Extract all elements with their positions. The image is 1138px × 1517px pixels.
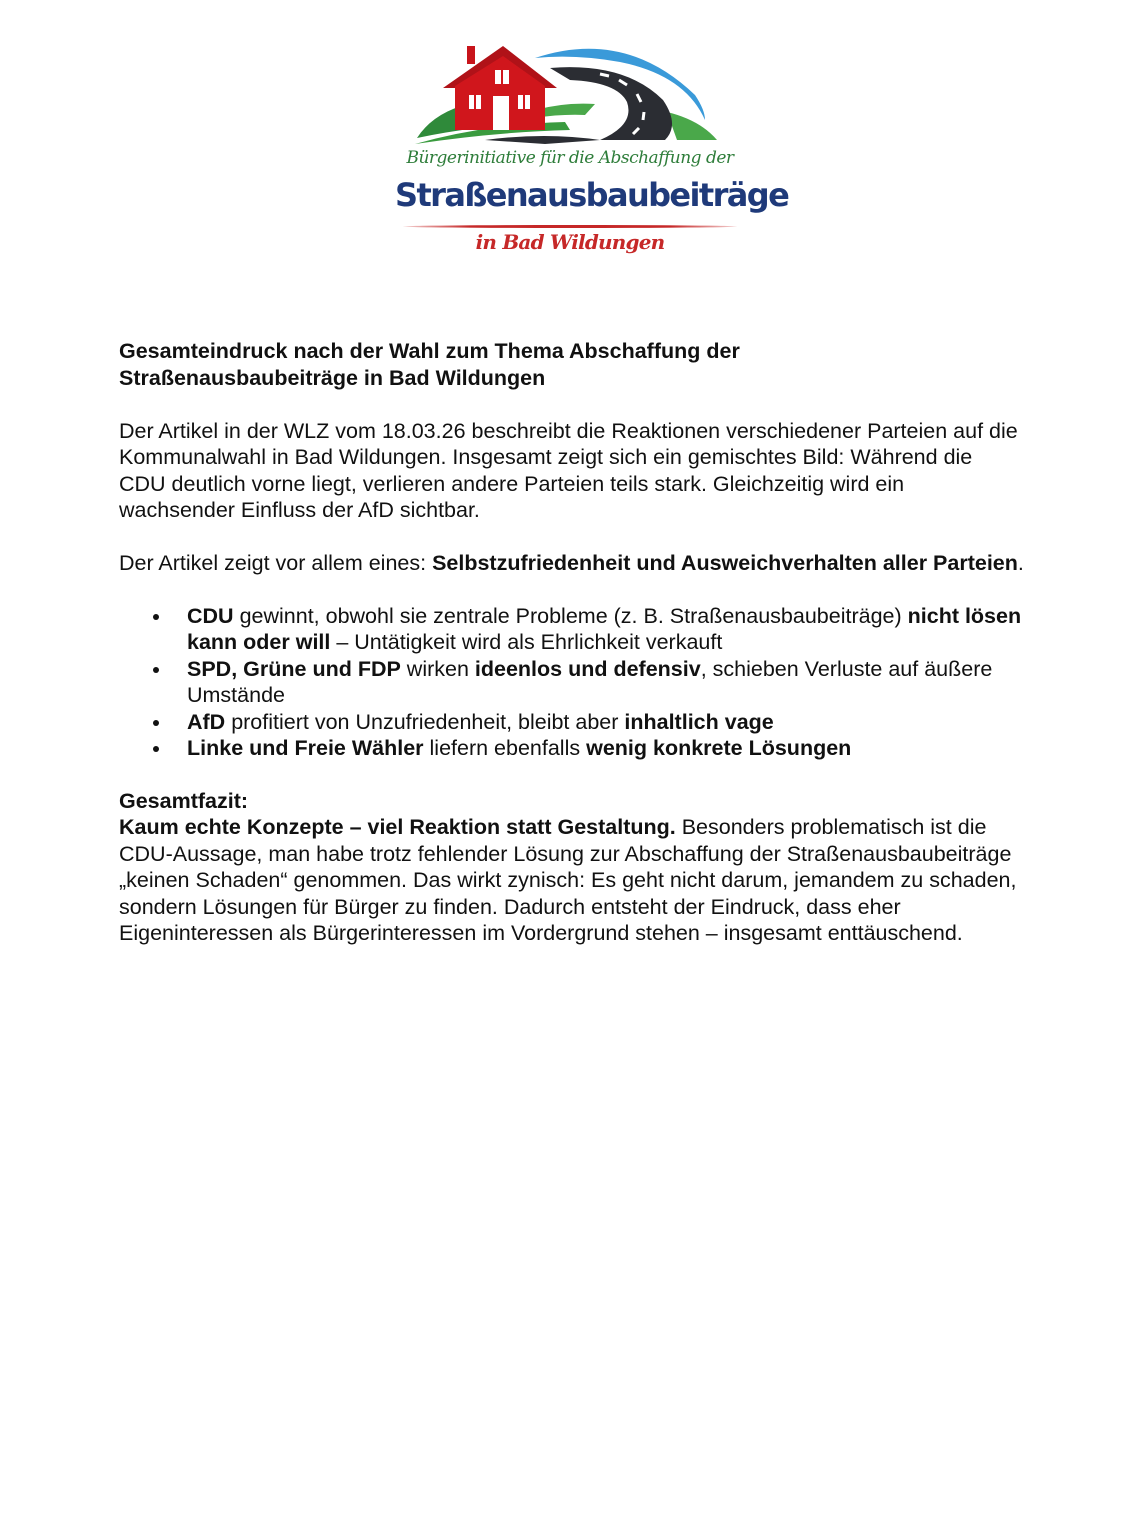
document-title xyxy=(119,338,1024,391)
item-emphasis: wenig konkrete Lösungen xyxy=(586,736,852,760)
party-name: CDU xyxy=(187,603,234,628)
document-body xyxy=(119,338,1024,947)
grass-right-icon xyxy=(667,112,717,140)
bullet-icon xyxy=(153,746,159,752)
summary-prefix: Der Artikel zeigt vor allem eines: xyxy=(119,551,433,575)
initiative-logo xyxy=(395,40,789,265)
logo-location: in Bad Wildungen xyxy=(475,230,665,254)
bullet-icon xyxy=(153,614,159,620)
road-swoosh-icon xyxy=(485,136,600,144)
conclusion-text: Besonders problematisch ist die CDU-Aussage, man habe trotz fehlender Lösung zur Abschaffung der Straßenausbaubeiträge „keinen Schaden“ genommen. Das wirkt zynisch: Es geht nicht darum, jemandem zu schaden, sondern Lösungen für Bürger zu finden. Dadurch entsteht der Eindruck, dass eher Eigeninteressen als Bürgerinteressen im Vordergrund stehen – insgesamt enttäuschend. xyxy=(119,815,1017,945)
house-road-logo-graphic xyxy=(395,40,745,165)
item-text: , schieben Verluste auf äußere Umstände xyxy=(187,656,993,707)
conclusion-bold: Kaum echte Konzepte – viel Reaktion statt Gestaltung. xyxy=(119,815,676,839)
item-emphasis: inhaltlich vage xyxy=(624,709,774,734)
list-item xyxy=(119,735,1024,762)
conclusion-heading: Gesamtfazit: xyxy=(119,788,249,813)
bullet-icon xyxy=(153,720,159,726)
item-text: profitiert von Unzufriedenheit, bleibt aber xyxy=(225,709,625,734)
party-assessment-list xyxy=(119,603,1024,762)
house-icon xyxy=(443,46,557,130)
summary-suffix: . xyxy=(1017,551,1024,575)
item-text: wirken xyxy=(400,656,475,681)
title-line-2: Straßenausbaubeiträge in Bad Wildungen xyxy=(119,365,546,390)
logo-tagline: Bürgerinitiative für die Abschaffung der xyxy=(406,148,734,168)
party-name: SPD, Grüne und FDP xyxy=(187,656,401,681)
logo-divider xyxy=(403,225,737,228)
logo-main-title: Straßenausbaubeiträge xyxy=(395,176,789,214)
item-emphasis: ideenlos und defensiv xyxy=(474,656,701,681)
summary-bold: Selbstzufriedenheit und Ausweichverhalten aller Parteien xyxy=(432,551,1018,575)
list-item xyxy=(119,709,1024,736)
conclusion-paragraph xyxy=(119,814,1024,947)
summary-paragraph xyxy=(119,550,1024,577)
intro-paragraph: Der Artikel in der WLZ vom 18.03.26 beschreibt die Reaktionen verschiedener Parteien auf die Kommunalwahl in Bad Wildungen. Insgesamt zeigt sich ein gemischtes Bild: Während die CDU deutlich vorne liegt, verlieren andere Parteien teils stark. Gleichzeitig wird ein wachsender Einfluss der AfD sichtbar. xyxy=(119,418,1018,522)
title-line-1: Gesamteindruck nach der Wahl zum Thema Abschaffung der xyxy=(119,339,740,363)
party-name: AfD xyxy=(187,709,226,734)
item-text: liefern ebenfalls xyxy=(423,736,587,760)
list-item xyxy=(119,656,1024,709)
item-emphasis: nicht lösen kann oder will xyxy=(187,603,1022,654)
item-text: – Untätigkeit wird als Ehrlichkeit verkauft xyxy=(330,630,723,654)
item-text: gewinnt, obwohl sie zentrale Probleme (z. B. Straßenausbaubeiträge) xyxy=(233,603,908,628)
list-item xyxy=(119,603,1024,656)
party-name: Linke und Freie Wähler xyxy=(187,736,424,760)
bullet-icon xyxy=(153,667,159,673)
